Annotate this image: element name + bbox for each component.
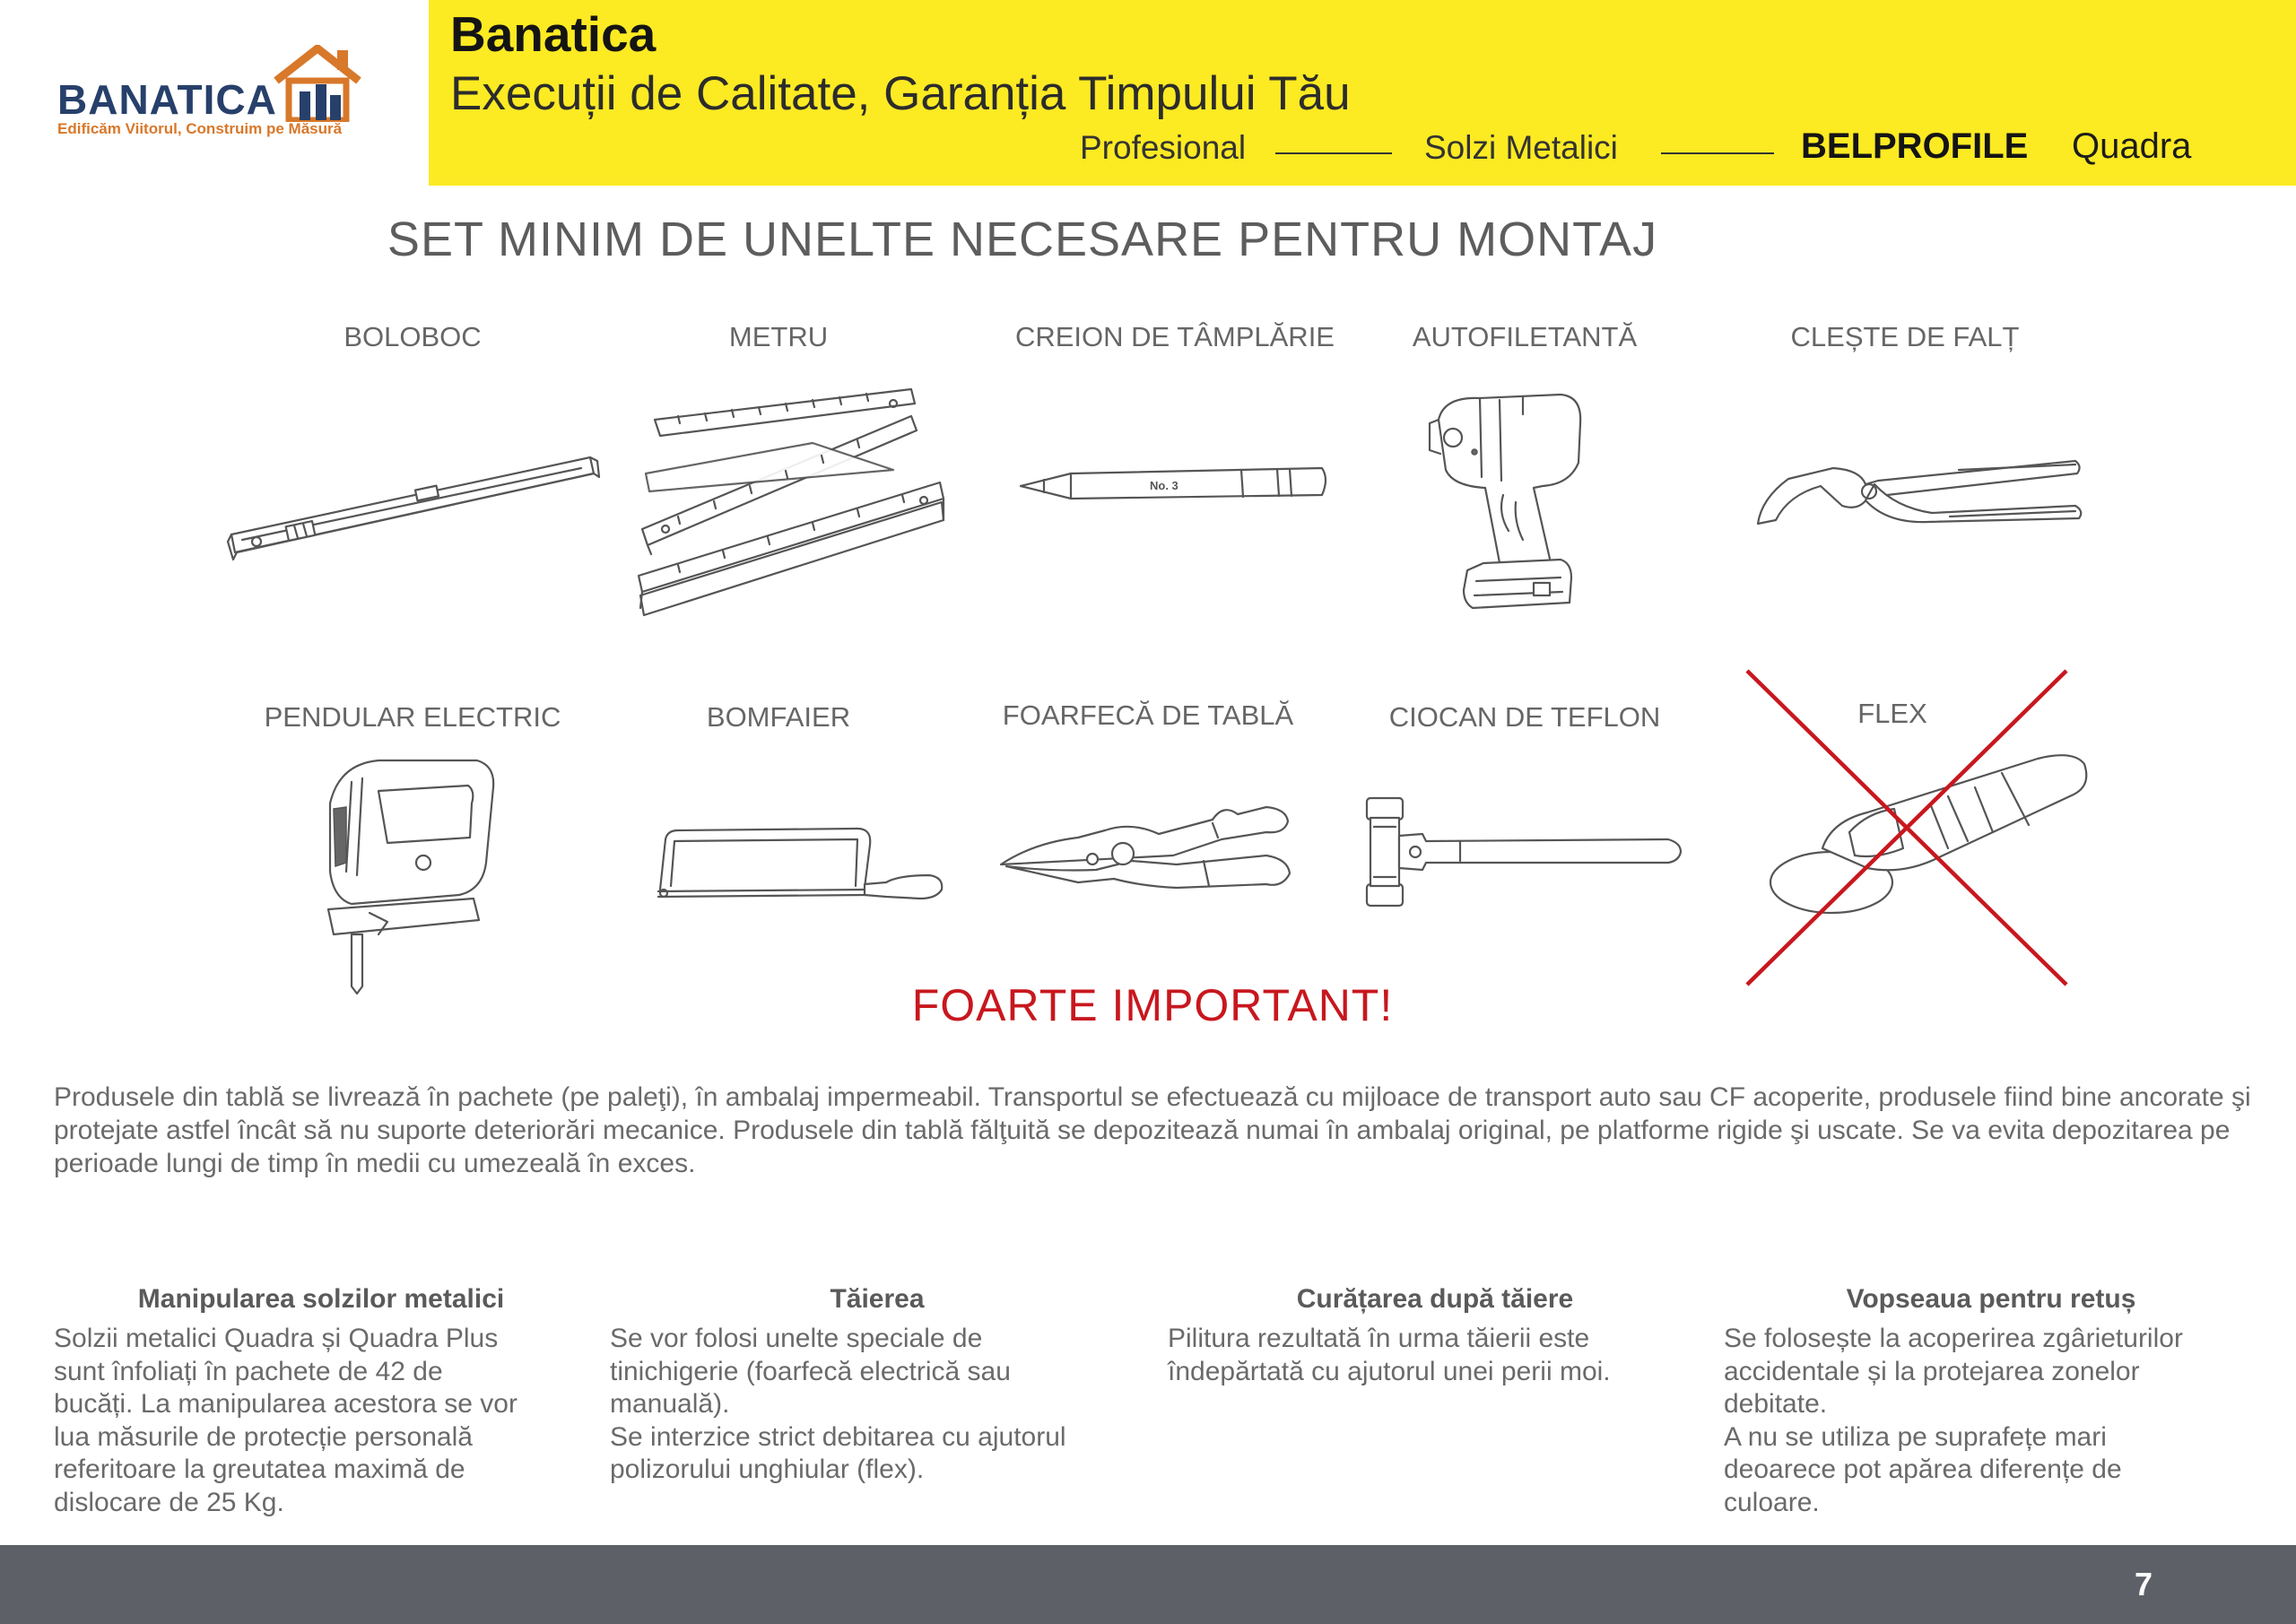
footer-bar: [0, 1545, 2296, 1624]
spirit-level-icon: [226, 448, 603, 574]
tool-label-creion: CREION DE TÂMPLĂRIE: [1014, 321, 1335, 352]
important-heading: FOARTE IMPORTANT!: [911, 980, 1394, 1030]
tool-label-pendular: PENDULAR ELECTRIC: [264, 701, 561, 733]
breadcrumb-separator: [1275, 152, 1392, 154]
column-text-curatare: Pilitura rezultată în urma tăierii este îndepărtată cu ajutorul unei perii moi.: [1168, 1324, 1611, 1386]
column-text-vopsea: Se folosește la acoperirea zgârieturilor accidentale și la protejarea zonelor debitate. A nu se utiliza pe suprafețe mari deoarece pot apărea diferențe de culoare.: [1724, 1324, 2183, 1517]
hacksaw-icon: [651, 823, 947, 906]
tool-label-cleste: CLEȘTE DE FALȚ: [1790, 321, 2020, 352]
logo-name: BANATICA: [57, 76, 277, 123]
column-text-manipulare: Solzii metalici Quadra și Quadra Plus sunt înfoliați în pachete de 42 de bucăți. La manipularea acestora se vor lua măsurile de protecție personală referitoare la greutatea maximă de dislocare de 25 Kg.: [54, 1324, 517, 1517]
tool-label-metru: METRU: [728, 321, 829, 352]
forbidden-cross-icon: [1744, 667, 2070, 988]
slogan: Execuții de Calitate, Garanția Timpului Tău: [450, 67, 1351, 120]
breadcrumb-category: Profesional: [1080, 129, 1247, 166]
seaming-pliers-icon: [1752, 448, 2084, 538]
brand-title: Banatica: [450, 6, 657, 62]
logo-house-icon: [273, 45, 362, 122]
column-title-curatare: Curățarea după tăiere: [1296, 1284, 1574, 1314]
svg-text:No. 3: No. 3: [1150, 479, 1178, 492]
column-title-manipulare: Manipularea solzilor metalici: [137, 1284, 505, 1314]
section-title: SET MINIM DE UNELTE NECESARE PENTRU MONTAJ: [387, 213, 1658, 266]
column-text-taiere: Se vor folosi unelte speciale de tinichigerie (foarfecă electrică sau manuală). Se interzice strict debitarea cu ajutorul polizorului unghiular (flex).: [610, 1324, 1066, 1484]
column-title-vopsea: Vopseaua pentru retuș: [1846, 1284, 2136, 1314]
tool-label-boloboc: BOLOBOC: [344, 321, 482, 352]
teflon-hammer-icon: [1361, 791, 1688, 911]
tool-label-ciocan: CIOCAN DE TEFLON: [1388, 701, 1661, 733]
breadcrumb-separator: [1661, 152, 1774, 154]
storage-paragraph: Produsele din tablă se livrează în pachete (pe paleţi), în ambalaj impermeabil. Transportul se efectuează cu mijloace de transport auto sau CF acoperite, produsele fiind bine ancorate şi protejate astfel încât să nu suporte deteriorări mecanice. Produsele din tablă fălţuită se depozitează numai în ambalaj original, pe platforme rigide şi uscate. Se va evita depozitarea pe perioade lungi de timp în medii cu umezeală în exces.: [54, 1082, 2251, 1178]
page-number: 7: [2134, 1566, 2153, 1602]
carpenter-pencil-icon: [1017, 459, 1331, 513]
breadcrumb-product-type: Solzi Metalici: [1424, 129, 1618, 166]
tool-label-flex: FLEX: [1857, 698, 1927, 729]
tool-label-autofiletanta: AUTOFILETANTĂ: [1412, 321, 1638, 352]
column-title-taiere: Tăierea: [830, 1284, 925, 1314]
folding-ruler-icon: [624, 384, 947, 635]
jigsaw-icon: [316, 755, 504, 995]
logo-tagline: Edificăm Viitorul, Construim pe Măsură: [57, 120, 343, 137]
product-model: Quadra: [2072, 126, 2192, 166]
tool-label-bomfaier: BOMFAIER: [706, 701, 851, 733]
cordless-drill-icon: [1426, 387, 1605, 630]
tool-label-foarfeca: FOARFECĂ DE TABLĂ: [1002, 699, 1294, 731]
tin-snips-icon: [997, 798, 1297, 895]
product-brand: BELPROFILE: [1801, 126, 2029, 166]
